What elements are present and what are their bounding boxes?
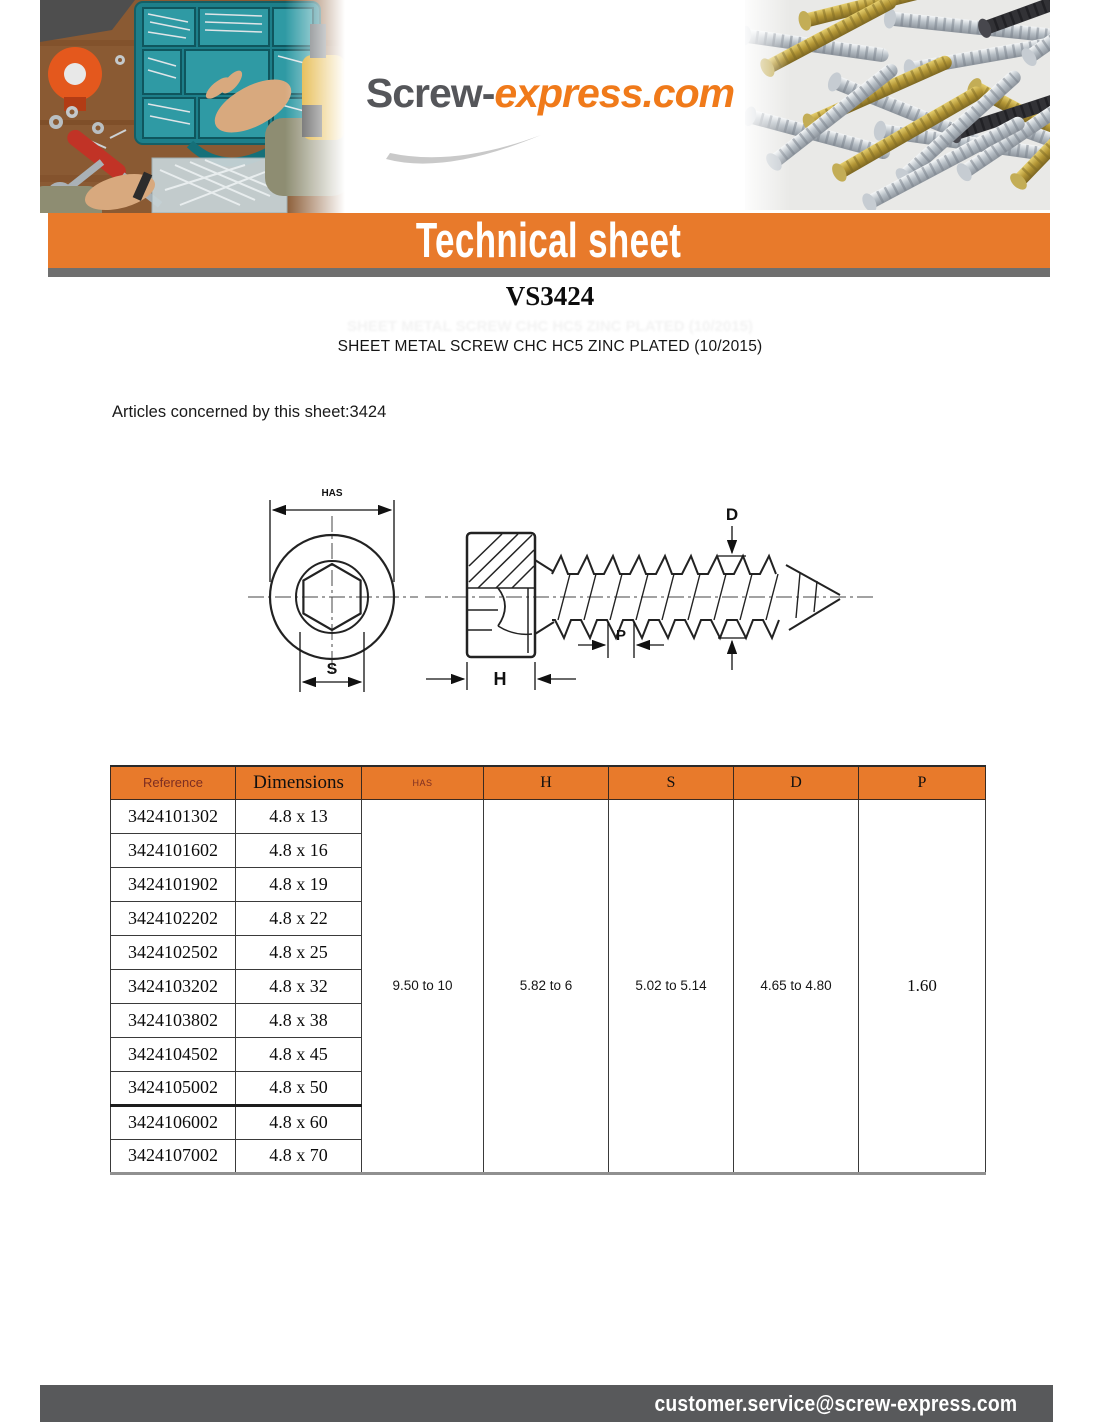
dimensions-cell: 4.8 x 32 [236, 969, 362, 1003]
reference-cell: 3424103202 [111, 969, 236, 1003]
reference-cell: 3424107002 [111, 1139, 236, 1173]
logo-swoosh [383, 128, 548, 176]
logo-text-primary: Screw- [365, 70, 495, 116]
screws-pile-photo [745, 0, 1050, 210]
reference-cell: 3424105002 [111, 1071, 236, 1105]
spec-d-cell: 4.65 to 4.80 [734, 799, 859, 1173]
s-label: S [326, 661, 338, 678]
has-dimension [270, 500, 394, 582]
dimensions-cell: 4.8 x 45 [236, 1037, 362, 1071]
col-header-s: S [609, 766, 734, 799]
page-title: VS3424 [505, 281, 595, 311]
reference-cell: 3424101602 [111, 833, 236, 867]
p-label: P [615, 627, 627, 644]
reference-cell: 3424106002 [111, 1105, 236, 1139]
screw-technical-drawing [240, 470, 880, 720]
footer-bar [40, 1385, 1053, 1422]
d-label: D [725, 505, 739, 524]
dimensions-cell: 4.8 x 19 [236, 867, 362, 901]
reference-cell: 3424104502 [111, 1037, 236, 1071]
h-label: H [493, 669, 507, 689]
reference-cell: 3424102502 [111, 935, 236, 969]
footer-email: customer.service@screw-express.com [654, 1391, 1017, 1416]
d-dimension [718, 526, 746, 670]
spec-table [110, 765, 986, 1175]
dimensions-cell: 4.8 x 50 [236, 1071, 362, 1105]
col-header-d: D [734, 766, 859, 799]
banner-title: Technical sheet [416, 212, 682, 268]
dimensions-cell: 4.8 x 25 [236, 935, 362, 969]
reference-cell: 3424101902 [111, 867, 236, 901]
reference-cell: 3424102202 [111, 901, 236, 935]
center-lines [248, 516, 874, 678]
dimensions-cell: 4.8 x 16 [236, 833, 362, 867]
workbench-photo-illustration [40, 0, 345, 213]
col-header-p: P [859, 766, 986, 799]
logo [352, 70, 748, 117]
dimensions-cell: 4.8 x 22 [236, 901, 362, 935]
dimensions-cell: 4.8 x 70 [236, 1139, 362, 1173]
spec-table-header-row [111, 766, 986, 799]
col-header-has: HAS [362, 766, 484, 799]
reference-cell: 3424101302 [111, 799, 236, 833]
spec-h-cell: 5.82 to 6 [484, 799, 609, 1173]
dimensions-cell: 4.8 x 60 [236, 1105, 362, 1139]
screw-drawing-svg [240, 470, 880, 720]
spec-s-cell: 5.02 to 5.14 [609, 799, 734, 1173]
banner-underline [48, 268, 1050, 277]
col-header-h: H [484, 766, 609, 799]
dimensions-cell: 4.8 x 38 [236, 1003, 362, 1037]
head-side-view [467, 533, 535, 657]
logo-text-secondary: express.com [494, 70, 735, 116]
screws-pile-illustration [745, 0, 1050, 210]
dimensions-cell: 4.8 x 13 [236, 799, 362, 833]
page-subtitle: SHEET METAL SCREW CHC HC5 ZINC PLATED (10/2015) [337, 338, 763, 355]
has-label: HAS [321, 488, 343, 499]
articles-note: Articles concerned by this sheet:3424 [112, 403, 387, 421]
reference-cell: 3424103802 [111, 1003, 236, 1037]
spec-p-cell: 1.60 [859, 799, 986, 1173]
col-header-dimensions: Dimensions [236, 766, 362, 799]
col-header-reference: Reference [111, 766, 236, 799]
workbench-photo [40, 0, 345, 213]
table-row [111, 799, 986, 833]
spec-has-cell: 9.50 to 10 [362, 799, 484, 1173]
subtitle-ghost: SHEET METAL SCREW CHC HC5 ZINC PLATED (10/2015) [347, 318, 753, 335]
technical-sheet-banner [48, 213, 1050, 268]
